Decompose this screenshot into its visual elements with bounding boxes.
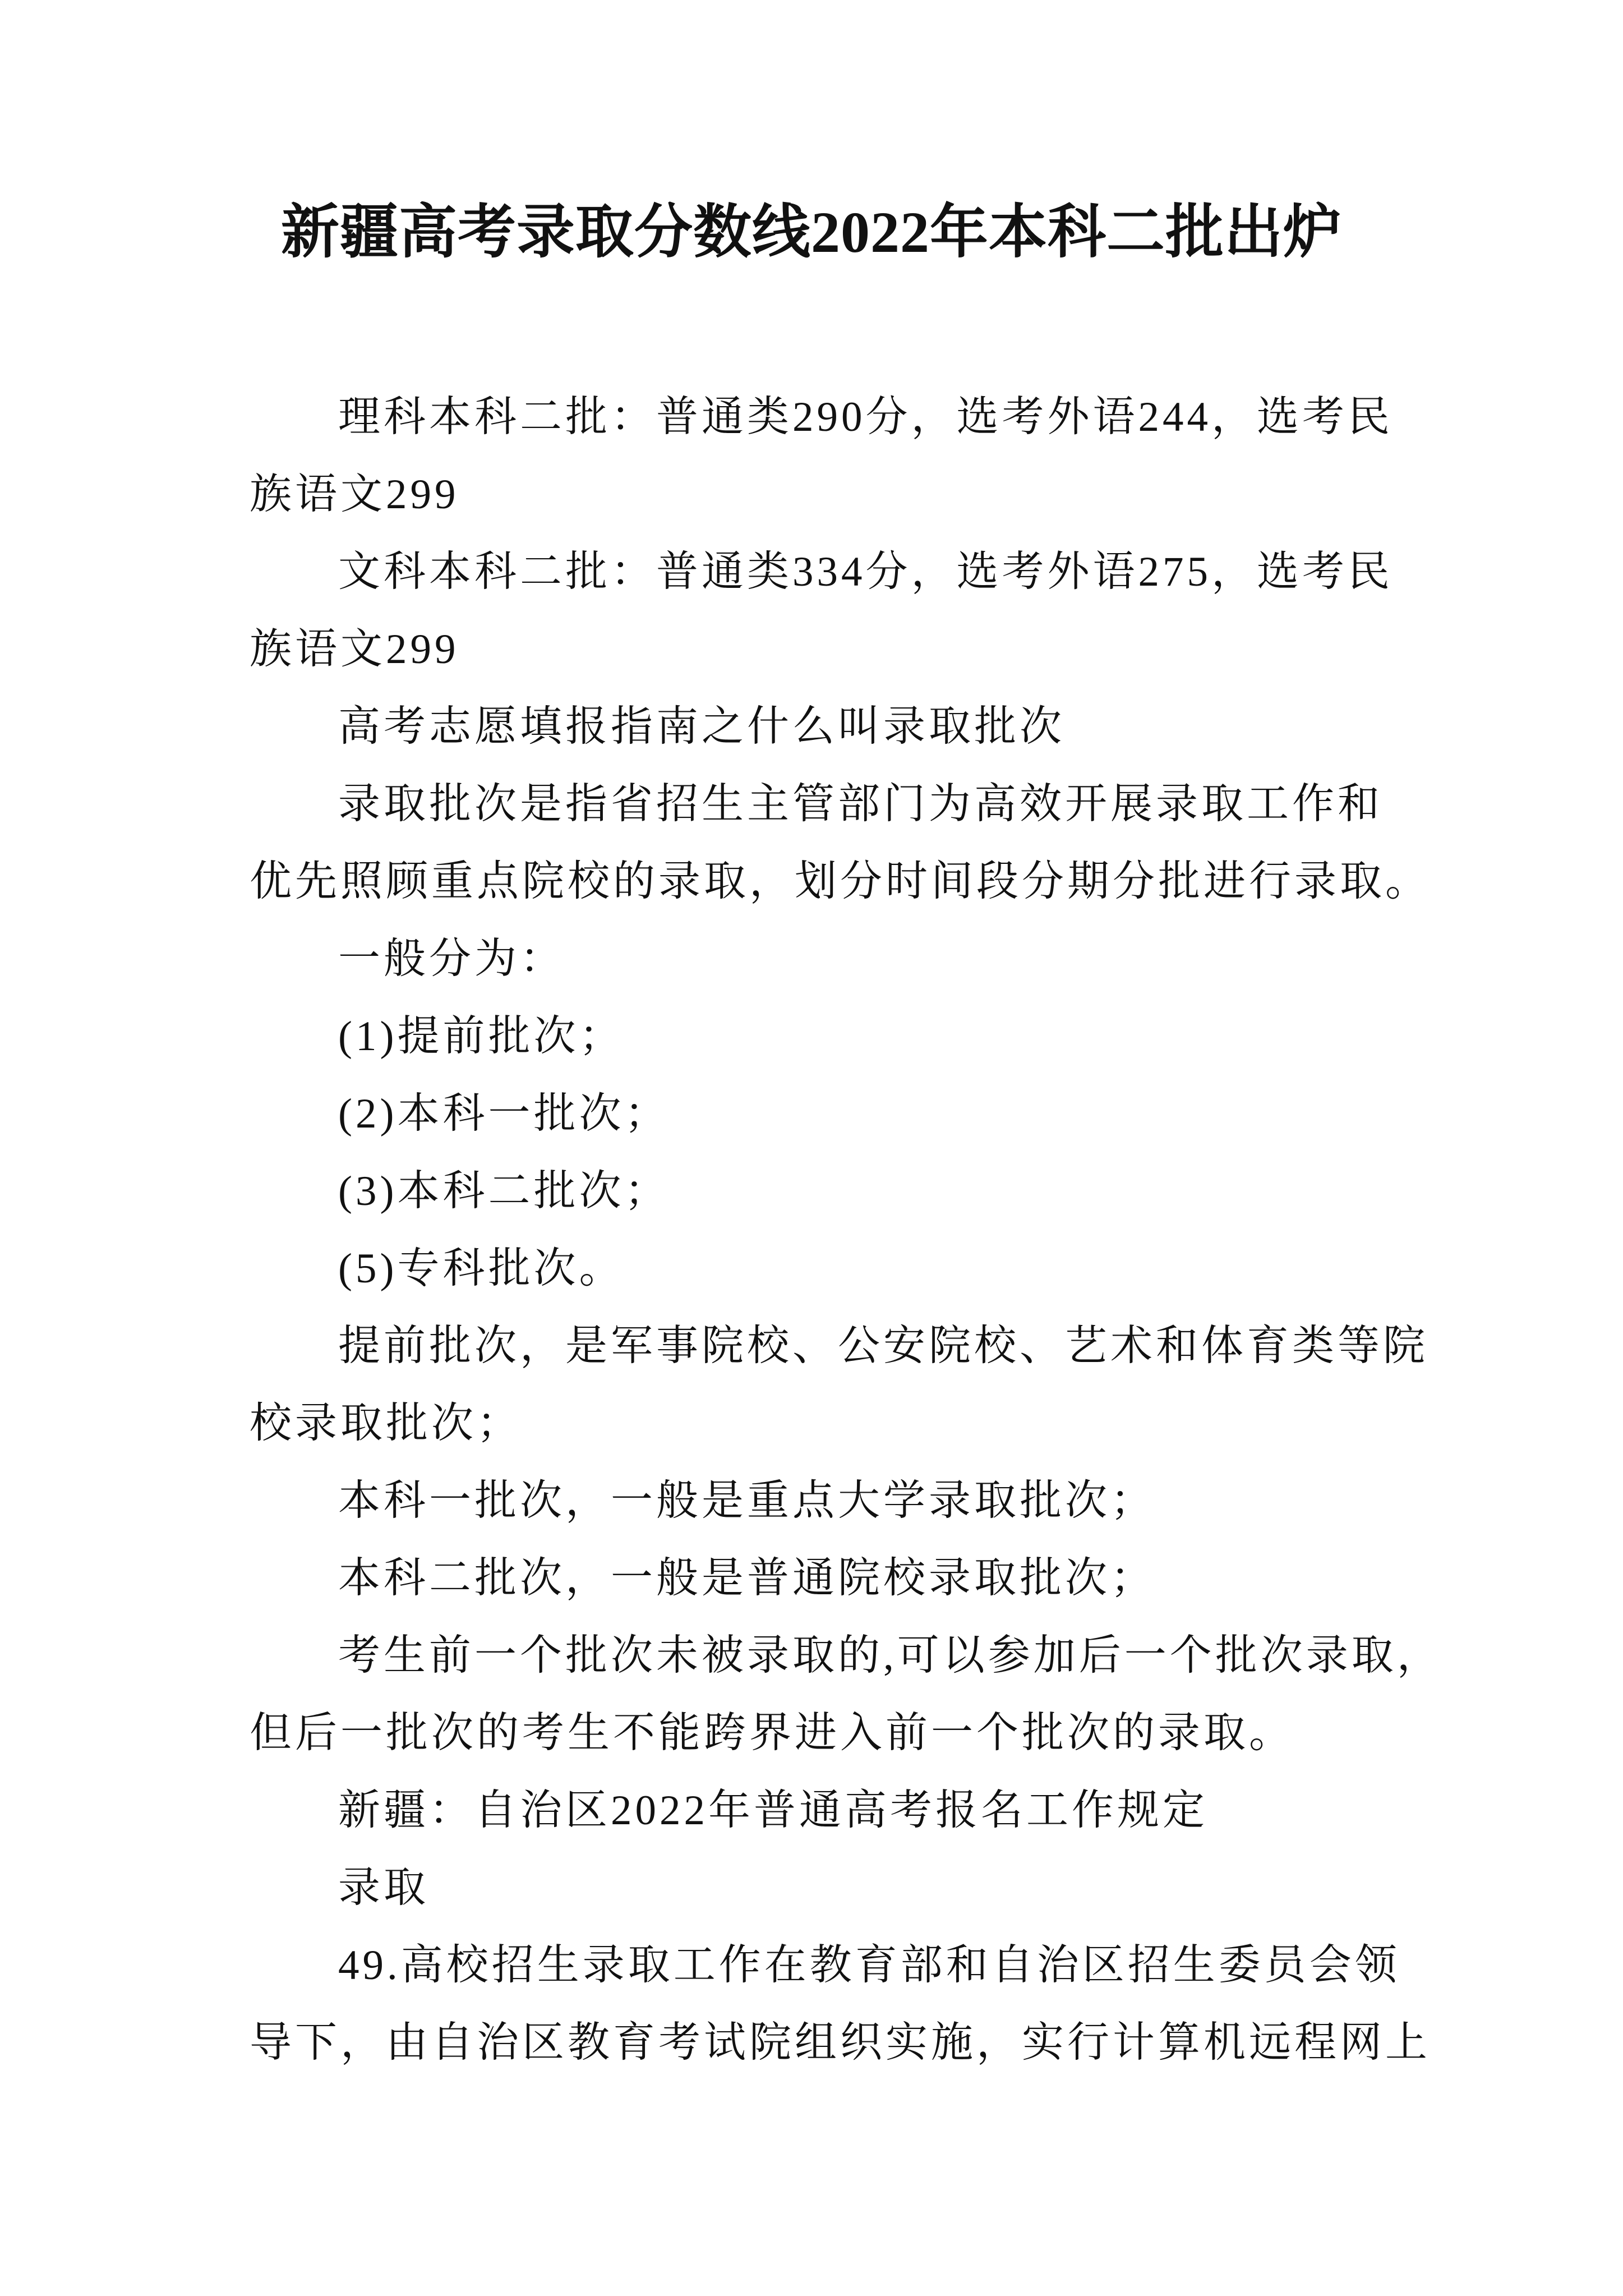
text-line: 导下，由自治区教育考试院组织实施，实行计算机远程网上: [250, 2019, 1431, 2066]
text-line: 新疆：自治区2022年普通高考报名工作规定: [338, 1787, 1209, 1834]
text-line: 优先照顾重点院校的录取，划分时间段分期分批进行录取。: [250, 858, 1431, 905]
text-line: 文科本科二批：普通类334分，选考外语275，选考民: [338, 549, 1394, 595]
text-line: 但后一批次的考生不能跨界进入前一个批次的录取。: [250, 1710, 1295, 1756]
text-line: 族语文299: [250, 471, 459, 518]
text-line: 49.高校招生录取工作在教育部和自治区招生委员会领: [338, 1942, 1400, 1989]
text-line: 高考志愿填报指南之什么叫录取批次: [338, 703, 1066, 750]
text-line: 一般分为：: [338, 936, 566, 982]
text-line: 录取批次是指省招生主管部门为高效开展录取工作和: [338, 781, 1384, 827]
document-body: [250, 379, 1442, 2082]
text-line: 本科一批次，一般是重点大学录取批次；: [338, 1478, 1156, 1524]
text-line: 提前批次，是军事院校、公安院校、艺术和体育类等院: [338, 1323, 1429, 1369]
text-line: 本科二批次，一般是普通院校录取批次；: [338, 1555, 1156, 1602]
text-line: 录取: [338, 1865, 430, 1911]
text-line: (2)本科一批次；: [338, 1091, 670, 1137]
text-line: 族语文299: [250, 626, 459, 673]
text-line: (1)提前批次；: [338, 1013, 625, 1060]
text-line: (5)专科批次。: [338, 1245, 625, 1292]
text-line: (3)本科二批次；: [338, 1168, 670, 1214]
document-title: 新疆高考录取分数线2022年本科二批出炉: [280, 200, 1342, 265]
text-line: 理科本科二批：普通类290分，选考外语244，选考民: [338, 394, 1394, 440]
text-line: 考生前一个批次未被录取的,可以参加后一个批次录取，: [338, 1632, 1442, 1679]
text-line: 校录取批次；: [250, 1400, 523, 1447]
